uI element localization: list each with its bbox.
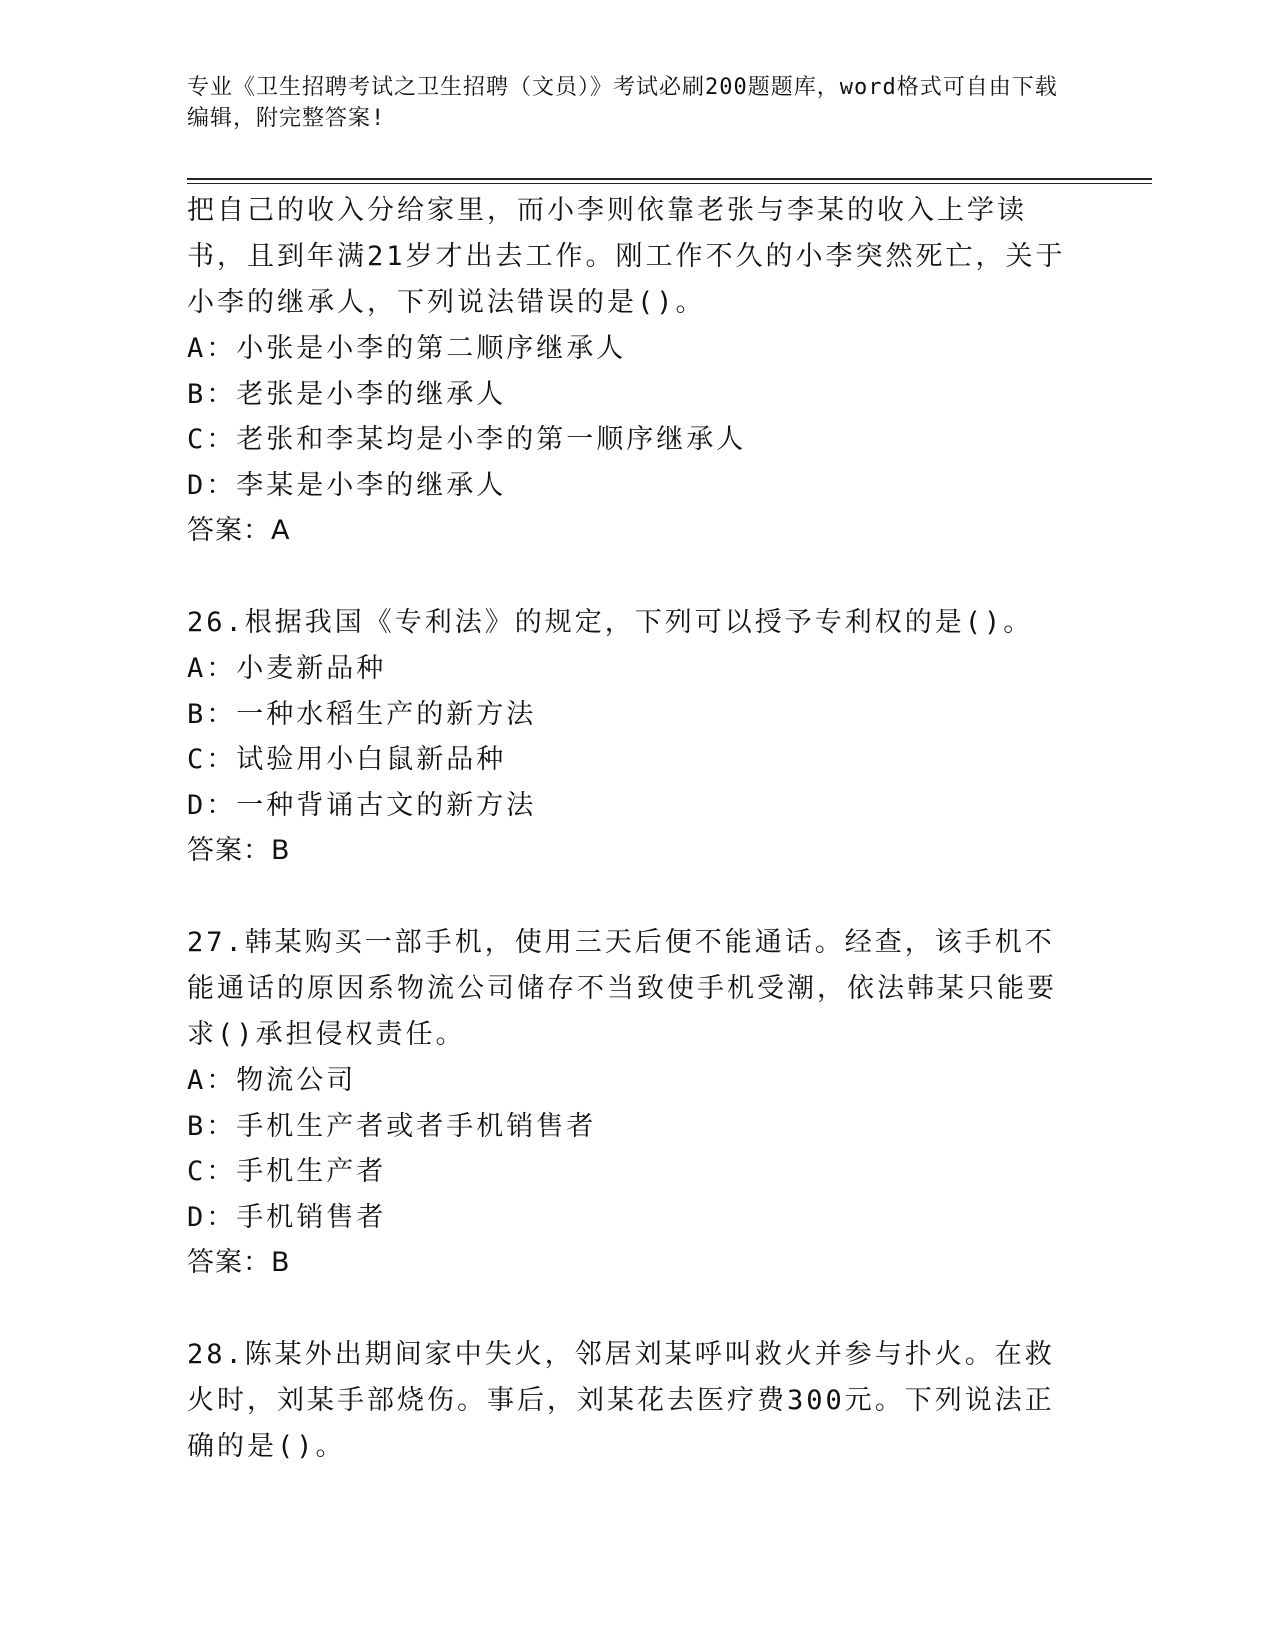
header-divider (187, 178, 1152, 180)
question-27 (187, 920, 1077, 1286)
option-a: A：小麦新品种 (187, 653, 387, 684)
question-28 (187, 1332, 1077, 1470)
option-c: C：手机生产者 (187, 1156, 387, 1187)
option-a: A：小张是小李的第二顺序继承人 (187, 333, 627, 364)
option-c: C：老张和李某均是小李的第一顺序继承人 (187, 424, 747, 455)
option-b: B：一种水稻生产的新方法 (187, 698, 537, 730)
question-text: 27.韩某购买一部手机，使用三天后便不能通话。经查，该手机不能通话的原因系物流公司储存不当致使手机受潮，依法韩某只能要求()承担侵权责任。 (187, 927, 1057, 1050)
option-d: D：李某是小李的继承人 (187, 469, 507, 501)
option-c: C：试验用小白鼠新品种 (187, 744, 507, 775)
spacer (187, 1286, 1077, 1332)
option-b: B：手机生产者或者手机销售者 (187, 1110, 597, 1142)
document-body (187, 188, 1077, 1470)
document-header: 专业《卫生招聘考试之卫生招聘（文员）》考试必刷200题题库，word格式可自由下载编辑，附完整答案! (187, 75, 1058, 131)
question-text: 26.根据我国《专利法》的规定，下列可以授予专利权的是()。 (187, 607, 1034, 638)
option-a: A：物流公司 (187, 1065, 357, 1096)
spacer (187, 554, 1077, 600)
question-text: 28.陈某外出期间家中失火，邻居刘某呼叫救火并参与扑火。在救火时，刘某手部烧伤。事后，刘某花去医疗费300元。下列说法正确的是()。 (187, 1339, 1055, 1462)
option-d: D：一种背诵古文的新方法 (187, 789, 537, 821)
answer: 答案：B (187, 1247, 291, 1278)
question-26 (187, 600, 1077, 874)
answer: 答案：B (187, 835, 291, 866)
question-25-continued (187, 188, 1077, 554)
question-text: 把自己的收入分给家里，而小李则依靠老张与李某的收入上学读书，且到年满21岁才出去工作。刚工作不久的小李突然死亡，关于小李的继承人，下列说法错误的是()。 (187, 195, 1066, 318)
option-b: B：老张是小李的继承人 (187, 378, 507, 410)
answer: 答案：A (187, 515, 291, 546)
header-divider-thin (187, 183, 1152, 184)
spacer (187, 874, 1077, 920)
option-d: D：手机销售者 (187, 1201, 387, 1233)
